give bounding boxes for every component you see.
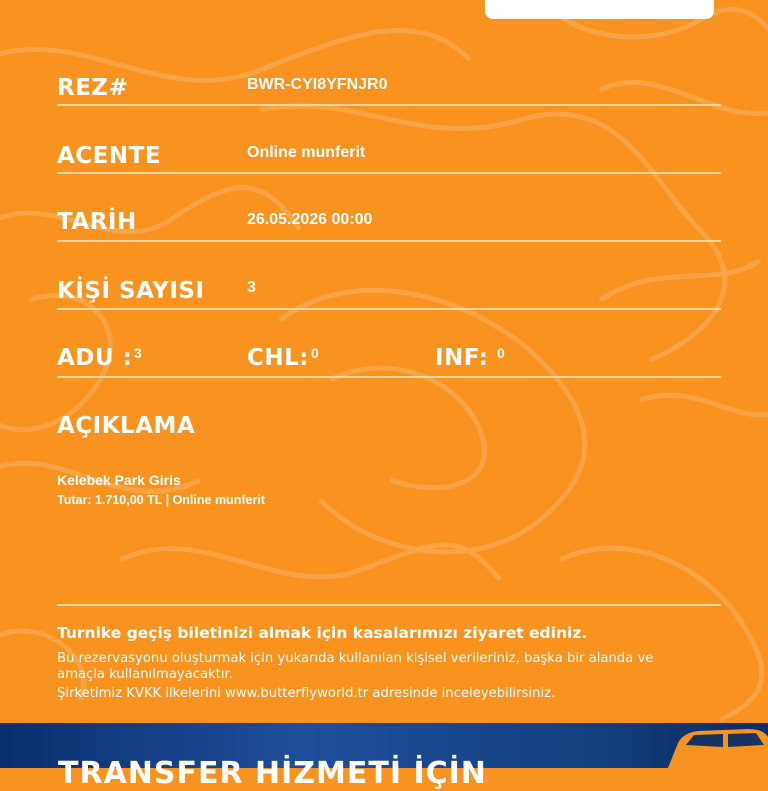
- tarih-value: 26.05.2026 00:00: [247, 211, 373, 228]
- rez-value: BWR-CYI8YFNJR0: [247, 76, 388, 93]
- divider: [57, 308, 721, 310]
- divider: [57, 376, 721, 378]
- aciklama-label: AÇIKLAMA: [57, 413, 196, 439]
- kisi-sayisi-label: KİŞİ SAYISI: [57, 278, 205, 304]
- notice-line-2: amaçla kullanılmayacaktır.: [57, 667, 233, 682]
- divider: [57, 604, 721, 606]
- notice-line-3: Şirketimiz KVKK ilkelerini www.butterflyworld.tr adresinde inceleyebilirsiniz.: [57, 686, 556, 701]
- divider: [57, 104, 721, 106]
- acente-label: ACENTE: [57, 143, 162, 169]
- divider: [57, 240, 721, 242]
- adu-label: ADU :: [57, 345, 133, 371]
- adu-value: 3: [134, 345, 142, 361]
- notice-line-1: Bu rezervasyonu oluşturmak için yukarıda kullanılan kişisel verileriniz, başka bir alanda ve: [57, 651, 654, 666]
- inf-label: INF:: [435, 345, 489, 371]
- taxi-icon: [648, 723, 768, 768]
- inf-value: 0: [497, 345, 505, 361]
- chl-value: 0: [311, 345, 319, 361]
- kisi-sayisi-value: 3: [247, 279, 256, 296]
- notice-heading: Turnike geçiş biletinizi almak için kasalarımızı ziyaret ediniz.: [57, 624, 588, 642]
- tarih-label: TARİH: [57, 209, 137, 235]
- chl-label: CHL:: [247, 345, 309, 371]
- acente-value: Online munferit: [247, 144, 366, 161]
- divider: [57, 172, 721, 174]
- transfer-banner: [0, 723, 768, 791]
- banner-title: TRANSFER HİZMETİ İÇİN: [58, 756, 487, 791]
- rez-label: REZ#: [57, 75, 129, 101]
- top-white-card: [485, 0, 714, 19]
- description-detail: Tutar: 1.710,00 TL | Online munferit: [57, 493, 265, 507]
- description-title: Kelebek Park Giris: [57, 472, 181, 488]
